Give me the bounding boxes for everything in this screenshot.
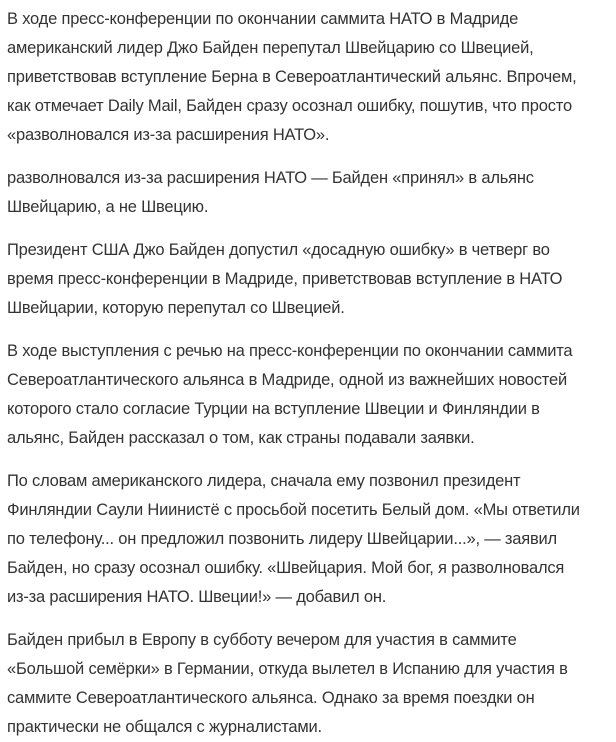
text-line: «разволновался из-за расширения НАТО».	[7, 126, 330, 144]
text-line: Североатлантического альянса в Мадриде, одной из важнейших новостей	[7, 371, 567, 389]
text-line: американский лидер Джо Байден перепутал Швейцарию со Швецией,	[7, 39, 534, 57]
text-line: Байден, но сразу осознал ошибку. «Швейцария. Мой бог, я разволновался	[7, 559, 565, 577]
text-line: Швейцарию, а не Швецию.	[7, 198, 209, 216]
text-line: альянс, Байден рассказал о том, как страны подавали заявки.	[7, 429, 475, 447]
text-line: Финляндии Саули Ниинистё с просьбой посетить Белый дом. «Мы ответили	[7, 501, 580, 519]
text-line: разволновался из-за расширения НАТО — Байден «принял» в альянс	[7, 169, 534, 187]
text-line: время пресс-конференции в Мадриде, приветствовав вступление в НАТО	[7, 270, 563, 288]
article-paragraph	[7, 236, 616, 323]
text-line: Швейцарии, которую перепутал со Швецией.	[7, 299, 345, 317]
text-line: Байден прибыл в Европу в субботу вечером для участия в саммите	[7, 631, 517, 649]
text-line: из-за расширения НАТО. Швеции!» — добавил он.	[7, 588, 387, 606]
text-line: «Большой семёрки» в Германии, откуда вылетел в Испанию для участия в	[7, 660, 568, 678]
text-line: саммите Североатлантического альянса. Однако за время поездки он	[7, 689, 535, 707]
article-paragraph	[7, 5, 616, 150]
text-line: Президент США Джо Байден допустил «досадную ошибку» в четверг во	[7, 241, 550, 259]
text-line: как отмечает Daily Mail, Байден сразу осознал ошибку, пошутив, что просто	[7, 97, 572, 115]
text-line: которого стало согласие Турции на вступление Швеции и Финляндии в	[7, 400, 540, 418]
text-line: приветствовав вступление Берна в Североатлантический альянс. Впрочем,	[7, 68, 577, 86]
article-paragraph	[7, 467, 616, 612]
text-line: практически не общался с журналистами.	[7, 718, 322, 736]
text-line: В ходе выступления с речью на пресс-конференции по окончании саммита	[7, 342, 573, 360]
text-line: по телефону... он предложил позвонить лидеру Швейцарии...», — заявил	[7, 530, 557, 548]
article-paragraph	[7, 164, 616, 222]
article-paragraph	[7, 626, 616, 742]
text-line: В ходе пресс-конференции по окончании саммита НАТО в Мадриде	[7, 10, 519, 28]
text-line: По словам американского лидера, сначала ему позвонил президент	[7, 472, 521, 490]
article-paragraph	[7, 337, 616, 453]
